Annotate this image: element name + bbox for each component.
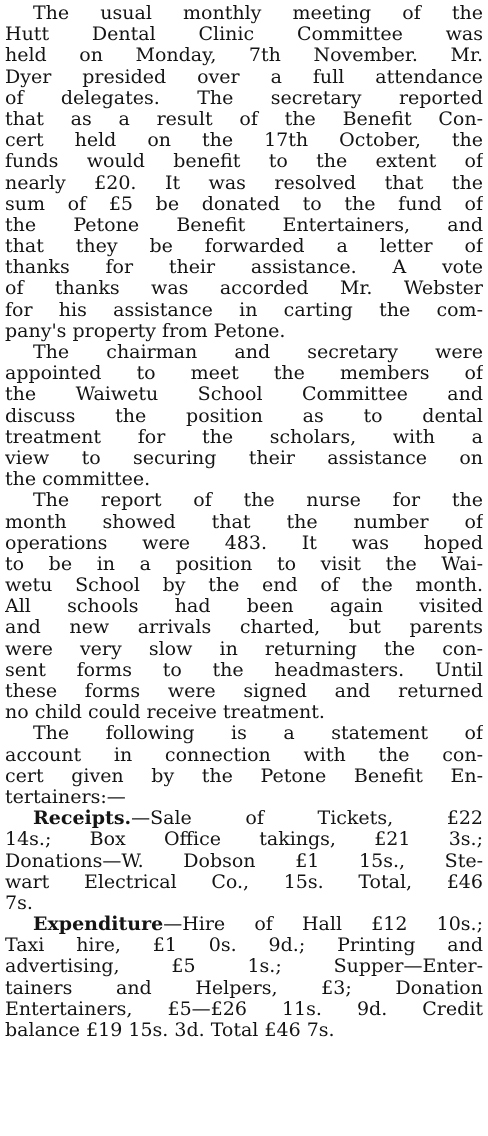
text-line: The following is a statement of <box>33 723 483 745</box>
paragraph-expenditure <box>5 914 483 1041</box>
receipts-first-line: —Sale of Tickets, £22 <box>131 808 483 830</box>
paragraph-meeting <box>5 3 483 342</box>
text-line: for his assistance in carting the com- <box>5 299 483 321</box>
text-line: the Waiwetu School Committee and <box>5 384 483 406</box>
text-line: The usual monthly meeting of the <box>33 3 483 24</box>
text-line: the Petone Benefit Entertainers, and <box>5 214 483 236</box>
text-line: tainers and Helpers, £3; Donation <box>5 977 483 999</box>
text-line: view to securing their assistance on <box>5 447 483 469</box>
text-line <box>5 808 483 829</box>
expenditure-first-line: —Hire of Hall £12 10s.; <box>163 914 483 936</box>
text-line: nearly £20. It was resolved that the <box>5 172 483 194</box>
paragraph-statement <box>5 723 483 808</box>
text-line: All schools had been again visited <box>5 596 483 618</box>
text-line: balance £19 15s. 3d. Total £46 7s. <box>5 1020 335 1041</box>
text-line: these forms were signed and returned <box>5 681 483 702</box>
paragraph-receipts <box>5 808 483 914</box>
text-line: held on Monday, 7th November. Mr. <box>5 45 483 67</box>
text-line: the committee. <box>5 469 151 491</box>
text-line: thanks for their assistance. A vote <box>5 257 483 279</box>
text-line: were very slow in returning the con- <box>5 638 483 660</box>
text-line: sum of £5 be donated to the fund of <box>5 193 483 215</box>
text-line: Donations—W. Dobson £1 15s., Ste- <box>5 850 483 872</box>
text-line: discuss the position as to dental <box>5 405 483 427</box>
paragraph-nurse-report <box>5 490 483 723</box>
text-line: operations were 483. It was hoped <box>5 532 483 554</box>
paragraph-waiwetu <box>5 342 483 490</box>
text-line: to be in a position to visit the Wai- <box>5 553 483 575</box>
text-line: account in connection with the con- <box>5 744 483 766</box>
text-line: Entertainers, £5—£26 11s. 9d. Credit <box>5 998 483 1020</box>
text-line: that as a result of the Benefit Con- <box>5 108 483 130</box>
article-column <box>5 3 483 1041</box>
text-line: funds would benefit to the extent of <box>5 151 483 173</box>
text-line: pany's property from Petone. <box>5 320 286 342</box>
receipts-heading: Receipts. <box>33 808 132 830</box>
text-line: Taxi hire, £1 0s. 9d.; Printing and <box>5 935 483 957</box>
text-line: 7s. <box>5 892 33 914</box>
text-line: that they be forwarded a letter of <box>5 236 483 258</box>
text-line: cert held on the 17th October, the <box>5 130 483 152</box>
text-line: The chairman and secretary were <box>33 342 483 363</box>
text-line: The report of the nurse for the <box>33 490 483 512</box>
text-line: cert given by the Petone Benefit En- <box>5 765 483 787</box>
text-line: treatment for the scholars, with a <box>5 426 483 448</box>
expenditure-heading: Expenditure <box>33 914 164 936</box>
text-line: sent forms to the headmasters. Until <box>5 659 483 681</box>
text-line: of delegates. The secretary reported <box>5 87 483 109</box>
text-line: Hutt Dental Clinic Committee was <box>5 24 483 46</box>
text-line <box>5 914 483 935</box>
text-line: tertainers:— <box>5 786 126 808</box>
text-line: wetu School by the end of the month. <box>5 575 483 597</box>
text-line: advertising, £5 1s.; Supper—Enter- <box>5 956 483 978</box>
text-line: month showed that the number of <box>5 511 483 533</box>
text-line: and new arrivals charted, but parents <box>5 617 483 639</box>
text-line: of thanks was accorded Mr. Webster <box>5 278 483 300</box>
text-line: 14s.; Box Office takings, £21 3s.; <box>5 829 483 851</box>
text-line: Dyer presided over a full attendance <box>5 66 483 88</box>
text-line: appointed to meet the members of <box>5 363 483 385</box>
text-line: wart Electrical Co., 15s. Total, £46 <box>5 871 483 893</box>
text-line: no child could receive treatment. <box>5 702 325 724</box>
